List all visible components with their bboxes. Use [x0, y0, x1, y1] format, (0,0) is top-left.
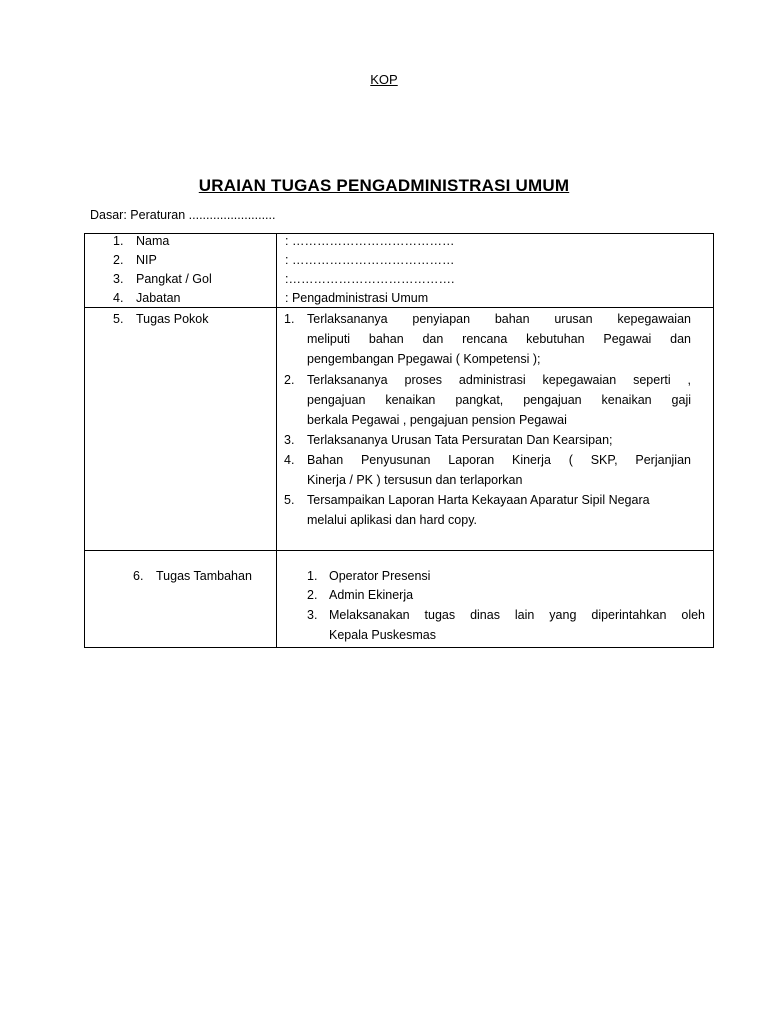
- document-title: URAIAN TUGAS PENGADMINISTRASI UMUM: [198, 176, 570, 195]
- list-item-line: Terlaksananya Urusan Tata Persuratan Dan Kearsipan;: [307, 433, 613, 447]
- list-item-number: 3.: [307, 608, 318, 622]
- identity-num: 3.: [113, 272, 124, 286]
- list-item-line: Bahan Penyusunan Laporan Kinerja ( SKP, Perjanjian: [307, 453, 691, 467]
- list-item-number: 4.: [284, 453, 295, 467]
- identity-value-nama: : …………………………………: [285, 234, 455, 248]
- tugas-tambahan-num: 6.: [133, 569, 144, 583]
- list-item-number: 2.: [307, 588, 318, 602]
- list-item-line: Kinerja / PK ) tersusun dan terlaporkan: [307, 473, 523, 487]
- tugas-tambahan-list: [277, 551, 713, 648]
- tugas-pokok-list: [277, 308, 713, 550]
- identity-values: [277, 234, 713, 307]
- identity-value-nip: : …………………………………: [285, 253, 455, 267]
- list-item-line: Kepala Puskesmas: [329, 628, 437, 642]
- list-item-number: 1.: [307, 569, 318, 583]
- list-item-line: berkala Pegawai , pengajuan pension Pegawai: [307, 413, 567, 427]
- list-item-line: Tersampaikan Laporan Harta Kekayaan Aparatur Sipil Negara: [307, 493, 650, 507]
- list-item-line: pengajuan kenaikan pangkat, pengajuan kenaikan gaji: [307, 393, 691, 407]
- list-item-number: 3.: [284, 433, 295, 447]
- kop-header: KOP: [370, 72, 398, 87]
- task-table: [84, 233, 714, 648]
- identity-label-nip: NIP: [136, 253, 157, 267]
- list-item-line: Operator Presensi: [329, 569, 431, 583]
- identity-value-pangkat: :………………………………….: [285, 272, 455, 286]
- tugas-tambahan-row: [85, 551, 713, 648]
- identity-label-nama: Nama: [136, 234, 170, 248]
- tugas-pokok-label: Tugas Pokok: [136, 312, 209, 326]
- tugas-tambahan-label: Tugas Tambahan: [156, 569, 252, 583]
- list-item-number: 5.: [284, 493, 295, 507]
- identity-labels: [85, 234, 277, 307]
- identity-label-pangkat: Pangkat / Gol: [136, 272, 212, 286]
- tugas-pokok-num: 5.: [113, 312, 124, 326]
- list-item-line: Melaksanakan tugas dinas lain yang diperintahkan oleh: [329, 608, 705, 622]
- identity-num: 2.: [113, 253, 124, 267]
- identity-label-jabatan: Jabatan: [136, 291, 181, 305]
- list-item-line: melalui aplikasi dan hard copy.: [307, 513, 478, 527]
- identity-num: 1.: [113, 234, 124, 248]
- identity-value-jabatan: : Pengadministrasi Umum: [285, 291, 429, 305]
- identity-row: [85, 234, 713, 308]
- list-item-line: Terlaksananya penyiapan bahan urusan kepegawaian: [307, 312, 691, 326]
- dasar-line: Dasar: Peraturan .........................: [90, 208, 276, 222]
- identity-num: 4.: [113, 291, 124, 305]
- list-item-number: 1.: [284, 312, 295, 326]
- tugas-pokok-row: [85, 308, 713, 551]
- tugas-pokok-label-cell: [85, 308, 277, 550]
- list-item-line: pengembangan Ppegawai ( Kompetensi );: [307, 352, 541, 366]
- list-item-line: Terlaksananya proses administrasi kepegawaian seperti ,: [307, 373, 691, 387]
- list-item-line: Admin Ekinerja: [329, 588, 414, 602]
- list-item-number: 2.: [284, 373, 295, 387]
- list-item-line: meliputi bahan dan rencana kebutuhan Pegawai dan: [307, 332, 691, 346]
- tugas-tambahan-label-cell: [85, 551, 277, 648]
